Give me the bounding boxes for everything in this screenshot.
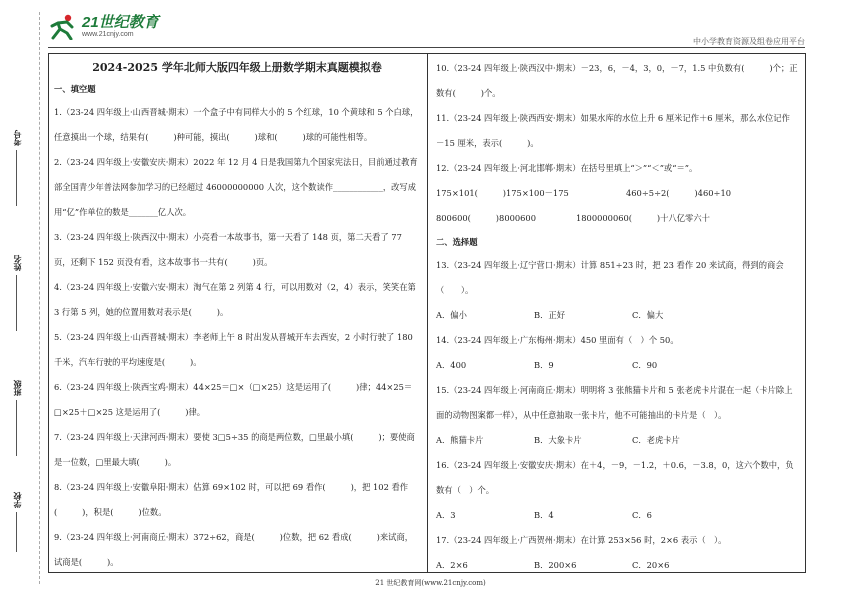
question-item: 5.（23-24 四年级上·山西晋城·期末）李老师上午 8 时出发从晋城开车去西安，2 小时行驶了 180 千米，汽车行驶的平均速度是( )。	[54, 332, 413, 367]
side-field-name	[9, 255, 23, 331]
option-b: B．200×6	[534, 560, 577, 570]
question-item: 9.（23-24 四年级上·河南商丘·期末）372÷62，商是( )位数，把 62 看成( )来试商，试商是( )。	[54, 532, 414, 567]
option-a: A．熊猫卡片	[436, 435, 484, 445]
compare-expression: 1800000060( )十八亿零六十	[576, 213, 710, 223]
options-row	[436, 353, 798, 378]
options-row	[436, 428, 798, 453]
page-footer: 21 世纪教育网(www.21cnjy.com)	[375, 579, 486, 587]
side-blank-line	[16, 512, 17, 552]
right-column	[436, 56, 798, 578]
column-divider	[427, 53, 428, 572]
options-row	[436, 553, 798, 578]
question-item: 17.（23-24 四年级上·广西贺州·期末）在计算 253×56 时，2×6 表示（ ）。	[436, 535, 727, 545]
binding-dashed-line	[39, 12, 40, 584]
option-b: B．大象卡片	[534, 435, 582, 445]
page-title: 2024-2025 学年北师大版四年级上册数学期末真题模拟卷	[92, 61, 382, 74]
side-field-school	[9, 492, 23, 552]
option-b: B．正好	[534, 310, 565, 320]
site-logo	[48, 14, 159, 40]
side-label: 姓名	[11, 255, 22, 271]
section-heading-choice: 二、选择题	[436, 237, 478, 247]
option-a: A．400	[436, 360, 467, 370]
question-item: 10.（23-24 四年级上·陕西汉中·期末）－23，6，－4，3，0，－7，1.5 中负数有( )个；正数有( )个。	[436, 63, 798, 98]
platform-label: 中小学教育资源及组卷应用平台	[693, 37, 805, 46]
question-item: 7.（23-24 四年级上·天津河西·期末）要使 3□5÷35 的商是两位数，□里最小填( )；要使商是一位数，□里最大填( )。	[54, 432, 415, 467]
header-rule	[48, 47, 805, 48]
question-item: 4.（23-24 四年级上·安徽六安·期末）淘气在第 2 列第 4 行，可以用数对（2，4）表示，笑笑在第 3 行第 5 列，她的位置用数对表示是( )。	[54, 282, 416, 317]
compare-expression: 175×101( )175×100－175	[436, 188, 569, 198]
logo-url: www.21cnjy.com	[82, 31, 134, 38]
compare-row	[436, 206, 798, 231]
section-heading-fill: 一、填空题	[54, 84, 96, 94]
side-label: 班级	[11, 380, 22, 396]
options-row	[436, 503, 798, 528]
question-item: 3.（23-24 四年级上·陕西汉中·期末）小亮看一本故事书，第一天看了 148 页，第二天看了 77 页，还剩下 152 页没有看，这本故事书一共有( )页。	[54, 232, 402, 267]
question-item: 6.（23-24 四年级上·陕西宝鸡·期末）44×25＝□×（□×25）这是运用了( )律；44×25＝□×25＋□×25 这是运用了( )律。	[54, 382, 413, 417]
option-a: A．3	[436, 510, 456, 520]
question-item: 8.（23-24 四年级上·安徽阜阳·期末）估算 69×102 时，可以把 69 看作( )，把 102 看作( )，积是( )位数。	[54, 482, 409, 517]
compare-expression: 460÷5÷2( )460÷10	[626, 188, 732, 198]
option-c: C．20×6	[632, 560, 670, 570]
question-item: 2.（23-24 四年级上·安徽安庆·期末）2022 年 12 月 4 日是我国第九个国家宪法日，目前通过教育部全国青少年普法网参加学习的已经超过 46000000000 人次，这个数读作____________，改写成用“亿”作单位的数是_______亿人次。	[54, 157, 418, 217]
question-item: 11.（23-24 四年级上·陕西西安·期末）如果水库的水位上升 6 厘米记作＋6 厘米，那么水位记作－15 厘米，表示( )。	[436, 113, 790, 148]
left-column	[54, 56, 420, 575]
side-blank-line	[16, 150, 17, 206]
compare-row	[436, 181, 798, 206]
question-item: 13.（23-24 四年级上·辽宁营口·期末）计算 851÷23 时，把 23 看作 20 来试商，得到的商会（ ）。	[436, 260, 784, 295]
compare-expression: 800600( )8000600	[436, 213, 536, 223]
option-c: C．90	[632, 360, 658, 370]
option-c: C．6	[632, 510, 652, 520]
side-label: 学校	[11, 492, 22, 508]
question-item: 16.（23-24 四年级上·安徽安庆·期末）在＋4，－9，－1.2，＋0.6，－3.8，0，这六个数中，负数有（ ）个。	[436, 460, 794, 495]
option-b: B．4	[534, 510, 554, 520]
options-row	[436, 303, 798, 328]
side-label: 考号	[11, 130, 22, 146]
option-c: C．偏大	[632, 310, 664, 320]
side-blank-line	[16, 400, 17, 456]
question-item: 1.（23-24 四年级上·山西晋城·期末）一个盒子中有同样大小的 5 个红球，10 个黄球和 5 个白球，任意摸出一个球，结果有( )种可能，摸出( )球和( )球的可能性相等。	[54, 107, 419, 142]
option-a: A．2×6	[436, 560, 468, 570]
option-a: A．偏小	[436, 310, 467, 320]
question-item: 15.（23-24 四年级上·河南商丘·期末）明明将 3 张熊猫卡片和 5 张老虎卡片混在一起（卡片除上面的动物图案都一样），从中任意抽取一张卡片，他不可能抽出的卡片是（ ）。	[436, 385, 793, 420]
side-blank-line	[16, 275, 17, 331]
option-b: B．9	[534, 360, 554, 370]
option-c: C．老虎卡片	[632, 435, 680, 445]
side-field-exam-number	[9, 130, 23, 206]
side-field-class	[9, 380, 23, 456]
running-figure-icon	[48, 14, 78, 40]
logo-title: 21世纪教育	[82, 14, 159, 31]
question-item: 14.（23-24 四年级上·广东梅州·期末）450 里面有（ ）个 50。	[436, 335, 679, 345]
question-item: 12.（23-24 四年级上·河北邯郸·期末）在括号里填上“＞”“＜”或“＝”。	[436, 163, 698, 173]
